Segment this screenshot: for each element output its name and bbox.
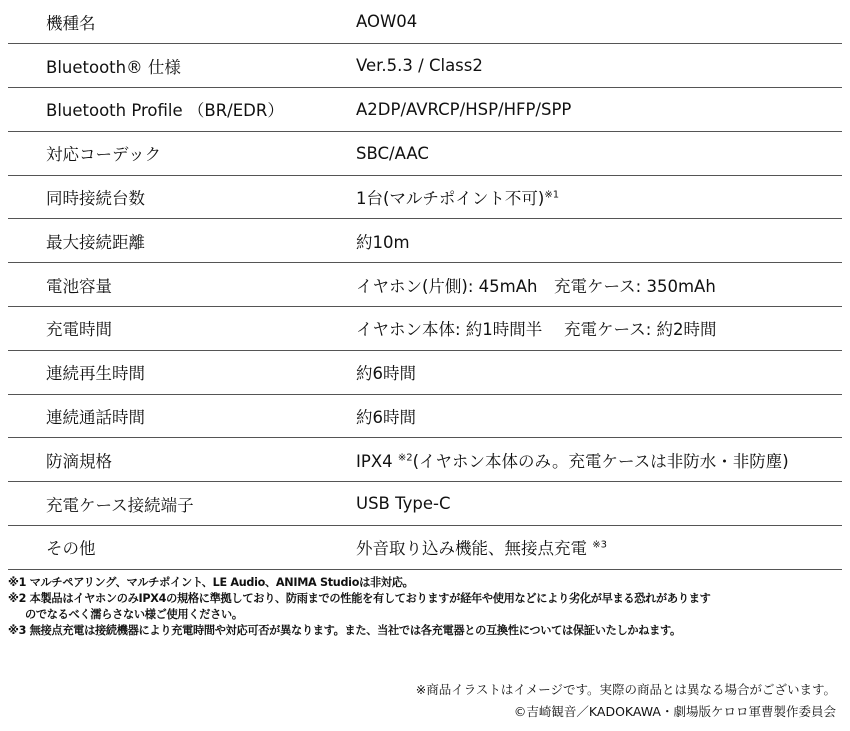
footnote-2-continuation: のでなるべく濡らさない様ご使用ください。 <box>25 608 243 621</box>
spec-row-playback-time <box>8 350 842 394</box>
bottom-notes <box>416 679 836 723</box>
footnote-marker: ※2 <box>397 452 413 464</box>
spec-label: 防滴規格 <box>46 451 112 471</box>
spec-value: イヤホン本体: 約1時間半 充電ケース: 約2時間 <box>356 320 717 340</box>
spec-label: その他 <box>46 539 96 559</box>
spec-value: (イヤホン本体のみ。充電ケースは非防水・非防塵) <box>412 451 789 471</box>
footnotes <box>8 575 848 639</box>
spec-value: 1台(マルチポイント不可) <box>356 189 545 209</box>
copyright-notice: ©吉崎観音／KADOKAWA・劇場版ケロロ軍曹製作委員会 <box>513 704 836 719</box>
spec-row-max-range <box>8 219 842 263</box>
spec-value-with-note <box>356 438 842 482</box>
spec-value-prefix: IPX4 <box>356 451 398 471</box>
spec-value-with-note <box>356 526 842 570</box>
spec-row-charge-time <box>8 307 842 351</box>
spec-label: Bluetooth Profile （BR/EDR） <box>46 101 284 121</box>
spec-row-bluetooth-version <box>8 44 842 88</box>
spec-value-with-note <box>356 175 842 219</box>
spec-row-talk-time <box>8 394 842 438</box>
spec-value: A2DP/AVRCP/HSP/HFP/SPP <box>356 99 572 119</box>
spec-value: SBC/AAC <box>356 143 429 163</box>
spec-row-battery <box>8 263 842 307</box>
spec-label: 連続再生時間 <box>46 364 145 384</box>
spec-label: 同時接続台数 <box>46 189 145 209</box>
spec-label: 充電時間 <box>46 320 112 340</box>
footnote-3: ※3 無接点充電は接続機器により充電時間や対応可否が異なります。また、当社では各充電器との互換性については保証いたしかねます。 <box>8 624 681 637</box>
spec-value: イヤホン(片側): 45mAh 充電ケース: 350mAh <box>356 276 716 296</box>
spec-value: 外音取り込み機能、無接点充電 <box>356 539 593 559</box>
footnote-1: ※1 マルチペアリング、マルチポイント、LE Audio、ANIMA Studioは非対応。 <box>8 576 414 589</box>
spec-label: Bluetooth® 仕様 <box>46 57 181 77</box>
illustration-disclaimer: ※商品イラストはイメージです。実際の商品とは異なる場合がございます。 <box>415 682 836 697</box>
spec-label: 対応コーデック <box>46 145 162 165</box>
spec-value: USB Type-C <box>356 494 451 514</box>
spec-value: 約6時間 <box>356 408 416 428</box>
spec-label: 電池容量 <box>46 276 112 296</box>
spec-label: 最大接続距離 <box>46 232 145 252</box>
spec-value: 約10m <box>356 232 410 252</box>
spec-row-model <box>8 0 842 44</box>
spec-label: 機種名 <box>46 13 96 33</box>
spec-row-bluetooth-profile <box>8 88 842 132</box>
spec-value: 約6時間 <box>356 364 416 384</box>
footnote-marker: ※3 <box>592 539 607 551</box>
spec-table <box>8 0 842 570</box>
footnote-marker: ※1 <box>544 189 560 201</box>
spec-row-simultaneous-connections <box>8 175 842 219</box>
footnote-2: ※2 本製品はイヤホンのみIPX4の規格に準拠しており、防雨までの性能を有しておりますが経年や使用などにより劣化が早まる恐れがあります <box>8 592 711 605</box>
spec-row-charging-port <box>8 482 842 526</box>
spec-value: AOW04 <box>356 12 418 32</box>
spec-label: 連続通話時間 <box>46 408 145 428</box>
spec-label: 充電ケース接続端子 <box>46 495 194 515</box>
spec-row-other <box>8 526 842 570</box>
spec-value: Ver.5.3 / Class2 <box>356 56 483 76</box>
spec-row-codec <box>8 131 842 175</box>
spec-row-water-resistance <box>8 438 842 482</box>
